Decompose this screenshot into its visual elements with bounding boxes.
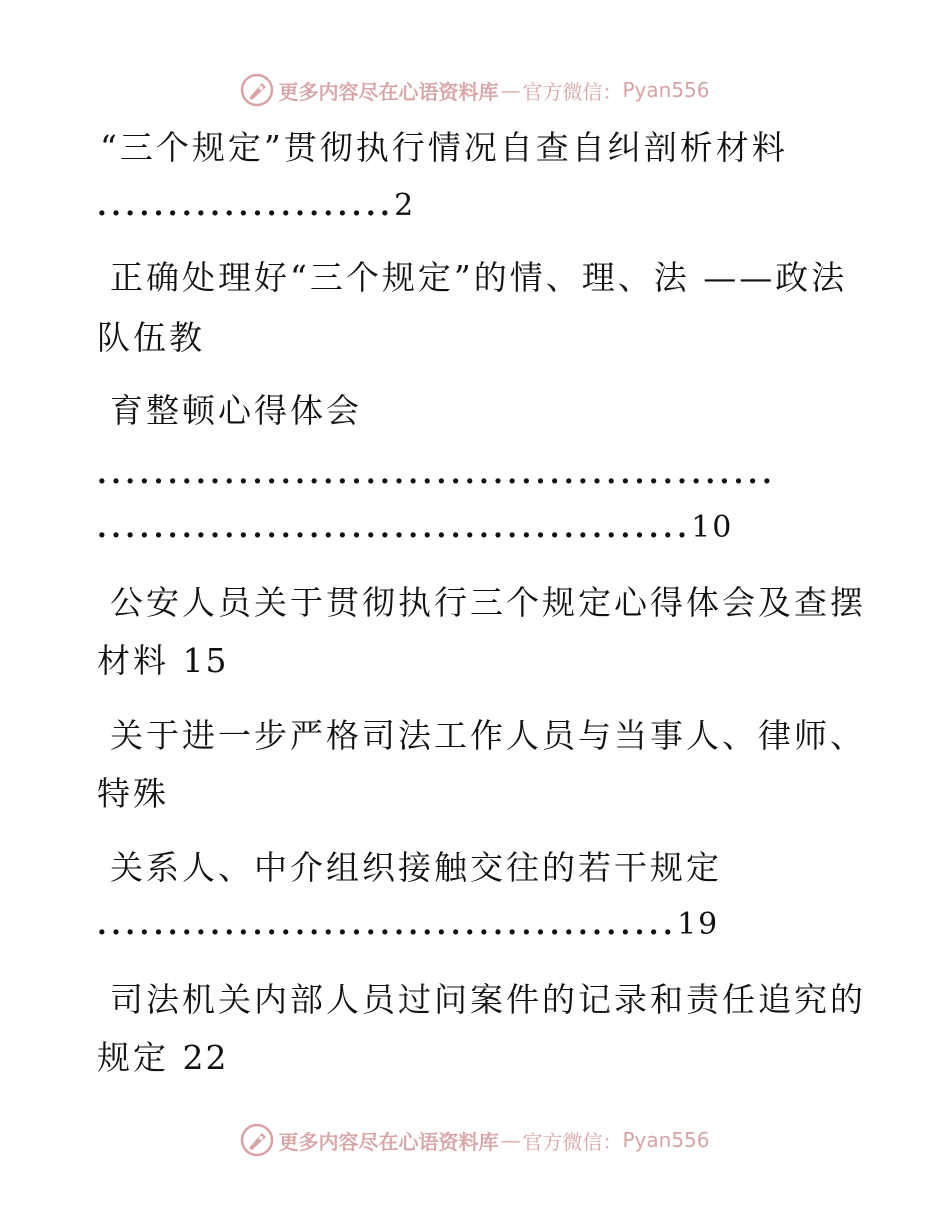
pen-nib-logo-icon (240, 1123, 274, 1157)
toc-entry-2-leader-1: ................................................ (97, 457, 777, 490)
toc-entry-1-title[interactable]: “三个规定”贯彻执行情况自查自纠剖析材料 (100, 128, 788, 167)
watermark-dash: — (500, 78, 521, 102)
watermark-site-text: 更多内容尽在心语资料库 (278, 79, 499, 104)
toc-entry-4-title-line-3[interactable]: 关系人、中介组织接触交往的若干规定 (110, 848, 722, 887)
watermark-wechat-id: Pyan556 (622, 1128, 710, 1152)
toc-entry-2-title-line-2[interactable]: 队伍教 (97, 318, 205, 357)
toc-entry-4-title-line-2[interactable]: 特殊 (97, 774, 169, 813)
toc-entry-3-title-line-2-text: 材料 (97, 641, 169, 680)
toc-entry-5-title-line-2-text: 规定 (97, 1038, 169, 1077)
toc-entry-4-title-line-1[interactable]: 关于进一步严格司法工作人员与当事人、律师、 (110, 716, 866, 755)
toc-leader-dots: ......................................... (97, 908, 678, 941)
toc-entry-2-title-line-3[interactable]: 育整顿心得体会 (110, 391, 362, 430)
watermark-site-text: 更多内容尽在心语资料库 (278, 1129, 499, 1154)
toc-entry-3-title-line-2[interactable] (97, 641, 229, 681)
toc-entry-1-page: 2 (394, 188, 416, 223)
toc-entry-4-leader (97, 905, 719, 945)
toc-entry-4-page: 19 (677, 907, 720, 942)
watermark-wechat-label: 官方微信： (522, 1129, 623, 1154)
toc-entry-5-page: 22 (182, 1038, 229, 1077)
toc-entry-2-page: 10 (691, 510, 734, 545)
watermark-wechat-label: 官方微信： (522, 79, 623, 104)
watermark-dash: — (500, 1128, 521, 1152)
toc-entry-2-title-line-1[interactable]: 正确处理好“三个规定”的情、理、法 ——政法 (110, 258, 848, 297)
watermark-banner-top (0, 70, 950, 110)
toc-entry-2-leader-2 (97, 508, 733, 548)
toc-leader-dots: .......................................... (97, 511, 692, 544)
watermark-wechat-id: Pyan556 (622, 78, 710, 102)
toc-entry-3-page: 15 (182, 641, 229, 680)
toc-entry-1-leader (97, 186, 415, 226)
toc-entry-5-title-line-1[interactable]: 司法机关内部人员过问案件的记录和责任追究的 (110, 980, 866, 1019)
toc-leader-dots: ..................... (97, 189, 395, 222)
toc-entry-3-title-line-1[interactable]: 公安人员关于贯彻执行三个规定心得体会及查摆 (110, 583, 866, 622)
watermark-banner-bottom (0, 1120, 950, 1160)
toc-entry-5-title-line-2[interactable] (97, 1038, 229, 1078)
pen-nib-logo-icon (240, 73, 274, 107)
